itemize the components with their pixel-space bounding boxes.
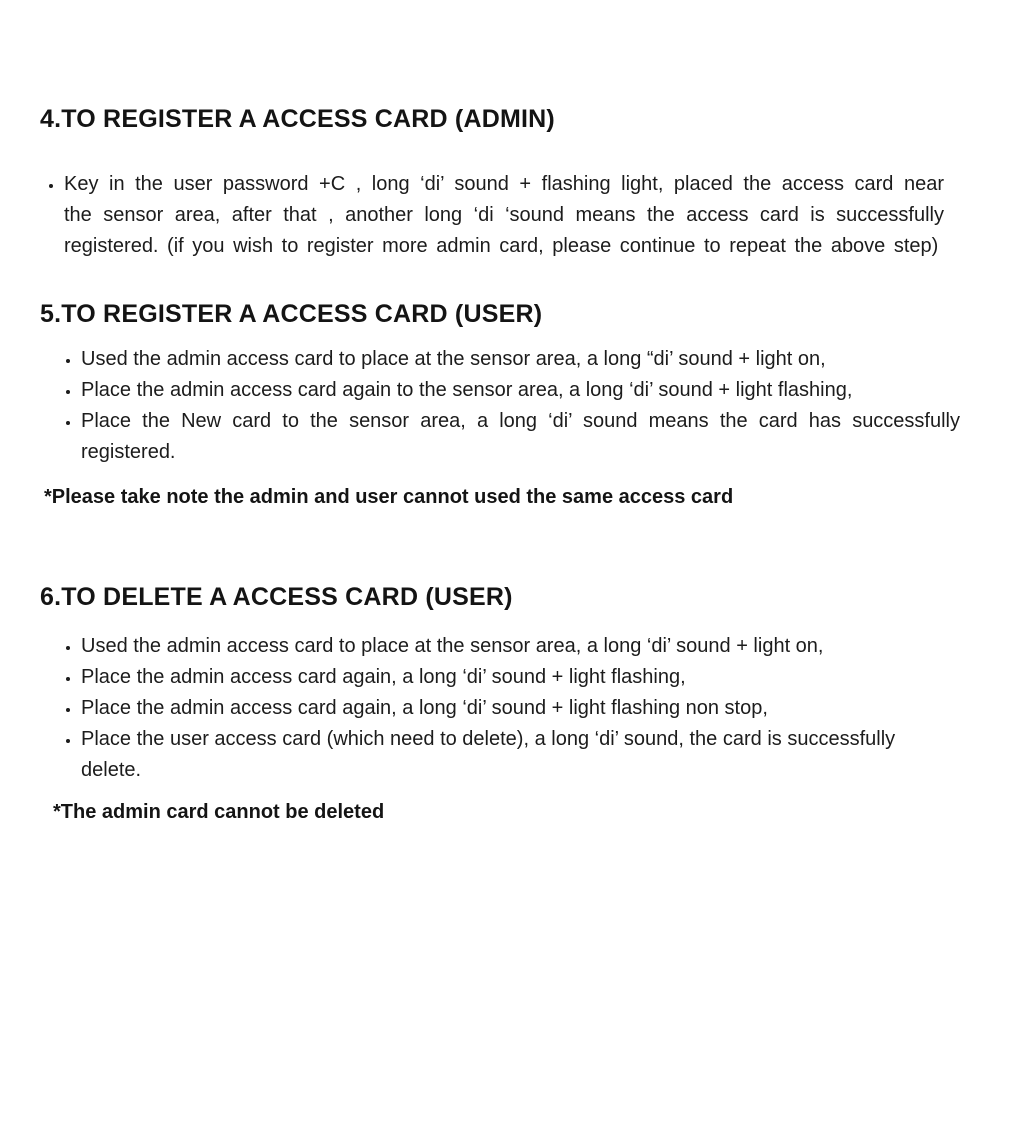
- list-item: • Place the New card to the sensor area, a long ‘di’ sound means the card has successfully registered.: [81, 406, 960, 468]
- section-heading: 4.TO REGISTER A ACCESS CARD (ADMIN): [40, 105, 555, 133]
- bullet-list: [40, 344, 960, 468]
- list-item: • Place the admin access card again, a long ‘di’ sound + light flashing,: [81, 662, 960, 693]
- note-text: *The admin card cannot be deleted: [53, 801, 385, 823]
- section-heading: 5.TO REGISTER A ACCESS CARD (USER): [40, 300, 543, 328]
- bullet-list: [40, 169, 944, 262]
- section-register-admin: [40, 104, 960, 262]
- list-item: • Used the admin access card to place at the sensor area, a long ‘di’ sound + light on,: [81, 631, 960, 662]
- list-item: • Used the admin access card to place at the sensor area, a long “di’ sound + light on,: [81, 344, 960, 375]
- note-text: *Please take note the admin and user cannot used the same access card: [44, 486, 734, 508]
- list-item: • Place the admin access card again to the sensor area, a long ‘di’ sound + light flashing,: [81, 375, 960, 406]
- bullet-list: [40, 631, 960, 786]
- list-item: • Key in the user password +C , long ‘di’ sound + flashing light, placed the access card near the sensor area, after that , another long ‘di ‘sound means the access card is successfully registered. (if you wish to register more admin card, please continue to repeat the above step): [64, 169, 944, 262]
- section-heading: 6.TO DELETE A ACCESS CARD (USER): [40, 583, 513, 611]
- list-item: • Place the admin access card again, a long ‘di’ sound + light flashing non stop,: [81, 693, 960, 724]
- section-delete-user: [40, 582, 960, 825]
- document-page: [0, 104, 1024, 1128]
- section-register-user: [40, 299, 960, 510]
- list-item: • Place the user access card (which need to delete), a long ‘di’ sound, the card is successfully delete.: [81, 724, 960, 786]
